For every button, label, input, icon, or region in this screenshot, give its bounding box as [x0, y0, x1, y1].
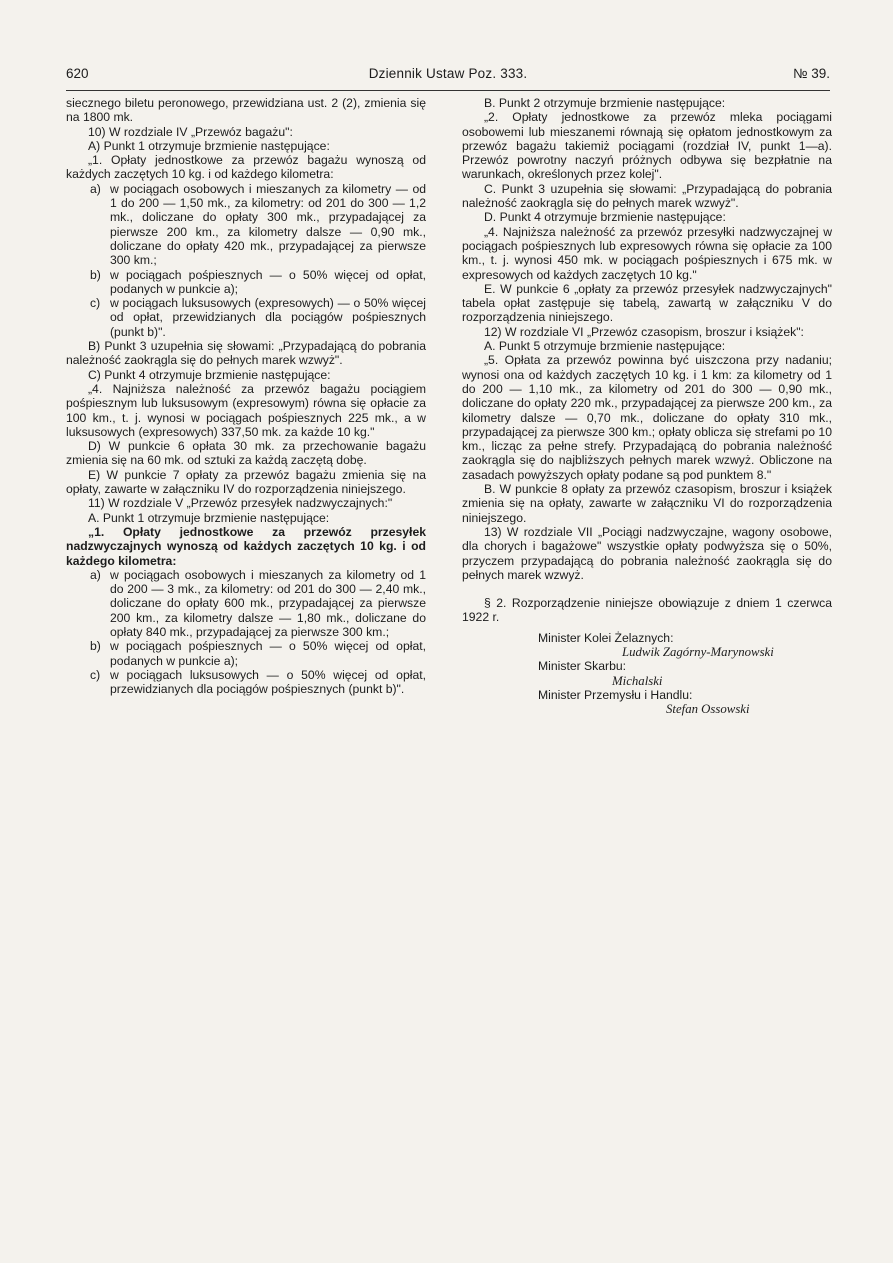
- header-rule: [66, 90, 830, 91]
- paragraph: E) W punkcie 7 opłaty za przewóz bagażu zmienia się na opłaty, zawarte w załączniku IV do rozporządzenia niniejszego.: [66, 467, 426, 497]
- list-item: [66, 668, 426, 697]
- paragraph: B. Punkt 2 otrzymuje brzmienie następujące:: [484, 96, 726, 110]
- paragraph: „2. Opłaty jednostkowe za przewóz mleka pociągami osobowemi lub mieszanemi równają się opłatom jednostkowym za przewóz bagażu takiemiż pociągami (rozdział IV, punkt 1—a). Przewóz powrotny naczyń próżnych odbywa się bezpłatnie na warunkach, określonych przez kolej".: [462, 110, 832, 182]
- paragraph: „5. Opłata za przewóz powinna być uiszczona przy nadaniu; wynosi ona od każdych zaczętych 10 kg. i 1 km: za kilometry od 1 do 200 — 1,10 mk., za kilometry od 201 do 300 — 0,90 mk., doliczane do opłaty 220 mk., przypadającej za pierwsze 200 km., za kilometry dalsze — 0,70 mk., doliczane do opłaty 310 mk., przypadającej za pierwsze 300 km.; opłaty oblicza się strefami po 10 km., licząc za pełne strefy. Przypadającą do pobrania należność zaokrągla się do najbliższych pełnych marek wzwyż. Obliczone na zasadach powyższych opłaty podane są pod punktem 8.": [462, 353, 832, 482]
- list-text: w pociągach osobowych i mieszanych za kilometry — od 1 do 200 — 1,50 mk., za kilometry: od 201 do 300 — 1,2 mk., doliczane do opłaty 300 mk., przypadającej za pierwsze 200 km., za kilometry dalsze — 0,90 mk., doliczane do opłaty 420 mk., przypadającej za pierwsze 300 km.;: [110, 181, 426, 268]
- list-text: w pociągach luksusowych — o 50% więcej od opłat, przewidzianych dla pociągów pośpiesznych (punkt b)".: [110, 667, 426, 697]
- left-column: [66, 96, 426, 696]
- spacer: [462, 582, 832, 596]
- journal-title: Dziennik Ustaw Poz. 333.: [368, 66, 528, 81]
- list-item: [66, 568, 426, 639]
- list-item: [66, 639, 426, 668]
- page-number: 620: [66, 66, 89, 81]
- paragraph: A. Punkt 1 otrzymuje brzmienie następujące:: [88, 510, 330, 525]
- signatory-role: Minister Przemysłu i Handlu:: [538, 687, 693, 702]
- paragraph: „4. Najniższa należność za przewóz przesyłki nadzwyczajnej w pociągach pośpiesznych lub expresowych równa się opłacie za 100 km., t. j. wynosi 450 mk. w pociągach pośpiesznych i 675 mk. w expresowych od każdych zaczętych 10 kg.": [462, 224, 832, 282]
- signature-block: [462, 631, 832, 717]
- list-item: [66, 296, 426, 339]
- list-label: b): [90, 267, 101, 282]
- page-header: [66, 62, 830, 86]
- section-heading: 12) W rozdziale VI „Przewóz czasopism, broszur i książek":: [484, 324, 804, 339]
- list-item: [66, 182, 426, 268]
- paragraph: E. W punkcie 6 „opłaty za przewóz przesyłek nadzwyczajnych" tabela opłat zastępuje się tabelą, zawartą w załączniku V do rozporządzenia niniejszego.: [462, 281, 832, 325]
- paragraph: C) Punkt 4 otrzymuje brzmienie następujące:: [88, 367, 331, 382]
- signatory-name: Michalski: [612, 673, 663, 688]
- section-heading: 13) W rozdziale VII „Pociągi nadzwyczajne, wagony osobowe, dla chorych i bagażowe" wszystkie opłaty podwyższa się o 50%, przyczem przypadającą do pobrania należność zaokrągla się do pełnych marek wzwyż.: [462, 524, 832, 582]
- paragraph: A. Punkt 5 otrzymuje brzmienie następujące:: [484, 339, 726, 354]
- signatory-role: Minister Kolei Żelaznych:: [538, 630, 674, 645]
- list-label: c): [90, 296, 101, 311]
- signatory-name: Ludwik Zagórny-Marynowski: [622, 644, 774, 659]
- list-label: a): [90, 567, 101, 582]
- closing-paragraph: § 2. Rozporządzenie niniejsze obowiązuje z dniem 1 czerwca 1922 r.: [462, 596, 832, 625]
- list-label: c): [90, 667, 101, 682]
- list-text: w pociągach pośpiesznych — o 50% więcej od opłat, podanych w punkcie a);: [110, 267, 426, 296]
- paragraph: „4. Najniższa należność za przewóz bagażu pociągiem pośpiesznym lub luksusowym (expresowym) równa się opłacie za 100 km., t. j. wynosi w pociągach pośpiesznych 225 mk., a w luksusowych (expresowych) 337,50 mk. za każde 10 kg.": [66, 381, 426, 439]
- list-item: [66, 268, 426, 297]
- paragraph: D) W punkcie 6 opłata 30 mk. za przechowanie bagażu zmienia się na 60 mk. od sztuki za każdą zaczętą dobę.: [66, 439, 426, 468]
- section-heading: 11) W rozdziale V „Przewóz przesyłek nadzwyczajnych:": [88, 496, 393, 511]
- paragraph: B. W punkcie 8 opłaty za przewóz czasopism, broszur i książek zmienia się na opłaty, zawarte w załączniku VI do rozporządzenia niniejszego.: [462, 482, 832, 525]
- list-label: b): [90, 639, 101, 654]
- paragraph: B) Punkt 3 uzupełnia się słowami: „Przypadającą do pobrania należność zaokrągla się do pełnych marek wzwyż".: [66, 339, 426, 368]
- signatory-role: Minister Skarbu:: [538, 659, 627, 674]
- issue-number: № 39.: [793, 66, 830, 81]
- paragraph: „1. Opłaty jednostkowe za przewóz przesyłek nadzwyczajnych wynoszą od każdych zaczętych 10 kg. i od każdego kilometra:: [66, 524, 426, 568]
- paragraph: „1. Opłaty jednostkowe za przewóz bagażu wynoszą od każdych zaczętych 10 kg. i od każdego kilometra:: [66, 153, 426, 182]
- list-text: w pociągach luksusowych (expresowych) — o 50% więcej od opłat, przewidzianych dla pociągów pośpiesznych (punkt b)".: [110, 296, 426, 339]
- paragraph: siecznego biletu peronowego, przewidziana ust. 2 (2), zmienia się na 1800 mk.: [66, 96, 426, 125]
- list-text: w pociągach osobowych i mieszanych za kilometry od 1 do 200 — 3 mk., za kilometry: od 201 do 300 — 2,40 mk., doliczane do opłaty 600 mk., przypadającej za pierwsze 200 km., za kilometry dalsze — 1,80 mk., doliczane do opłaty 840 mk., przypadającej za pierwsze 300 km.;: [110, 567, 426, 639]
- list-label: a): [90, 181, 101, 196]
- paragraph: C. Punkt 3 uzupełnia się słowami: „Przypadającą do pobrania należność zaokrągla się do pełnych marek wzwyż".: [462, 181, 832, 211]
- paragraph: D. Punkt 4 otrzymuje brzmienie następujące:: [484, 210, 726, 225]
- paragraph: A) Punkt 1 otrzymuje brzmienie następujące:: [88, 138, 330, 153]
- section-heading: 10) W rozdziale IV „Przewóz bagażu":: [88, 124, 293, 139]
- right-column: [462, 96, 832, 716]
- signatory-name: Stefan Ossowski: [666, 702, 750, 717]
- list-text: w pociągach pośpiesznych — o 50% więcej od opłat, podanych w punkcie a);: [110, 639, 426, 668]
